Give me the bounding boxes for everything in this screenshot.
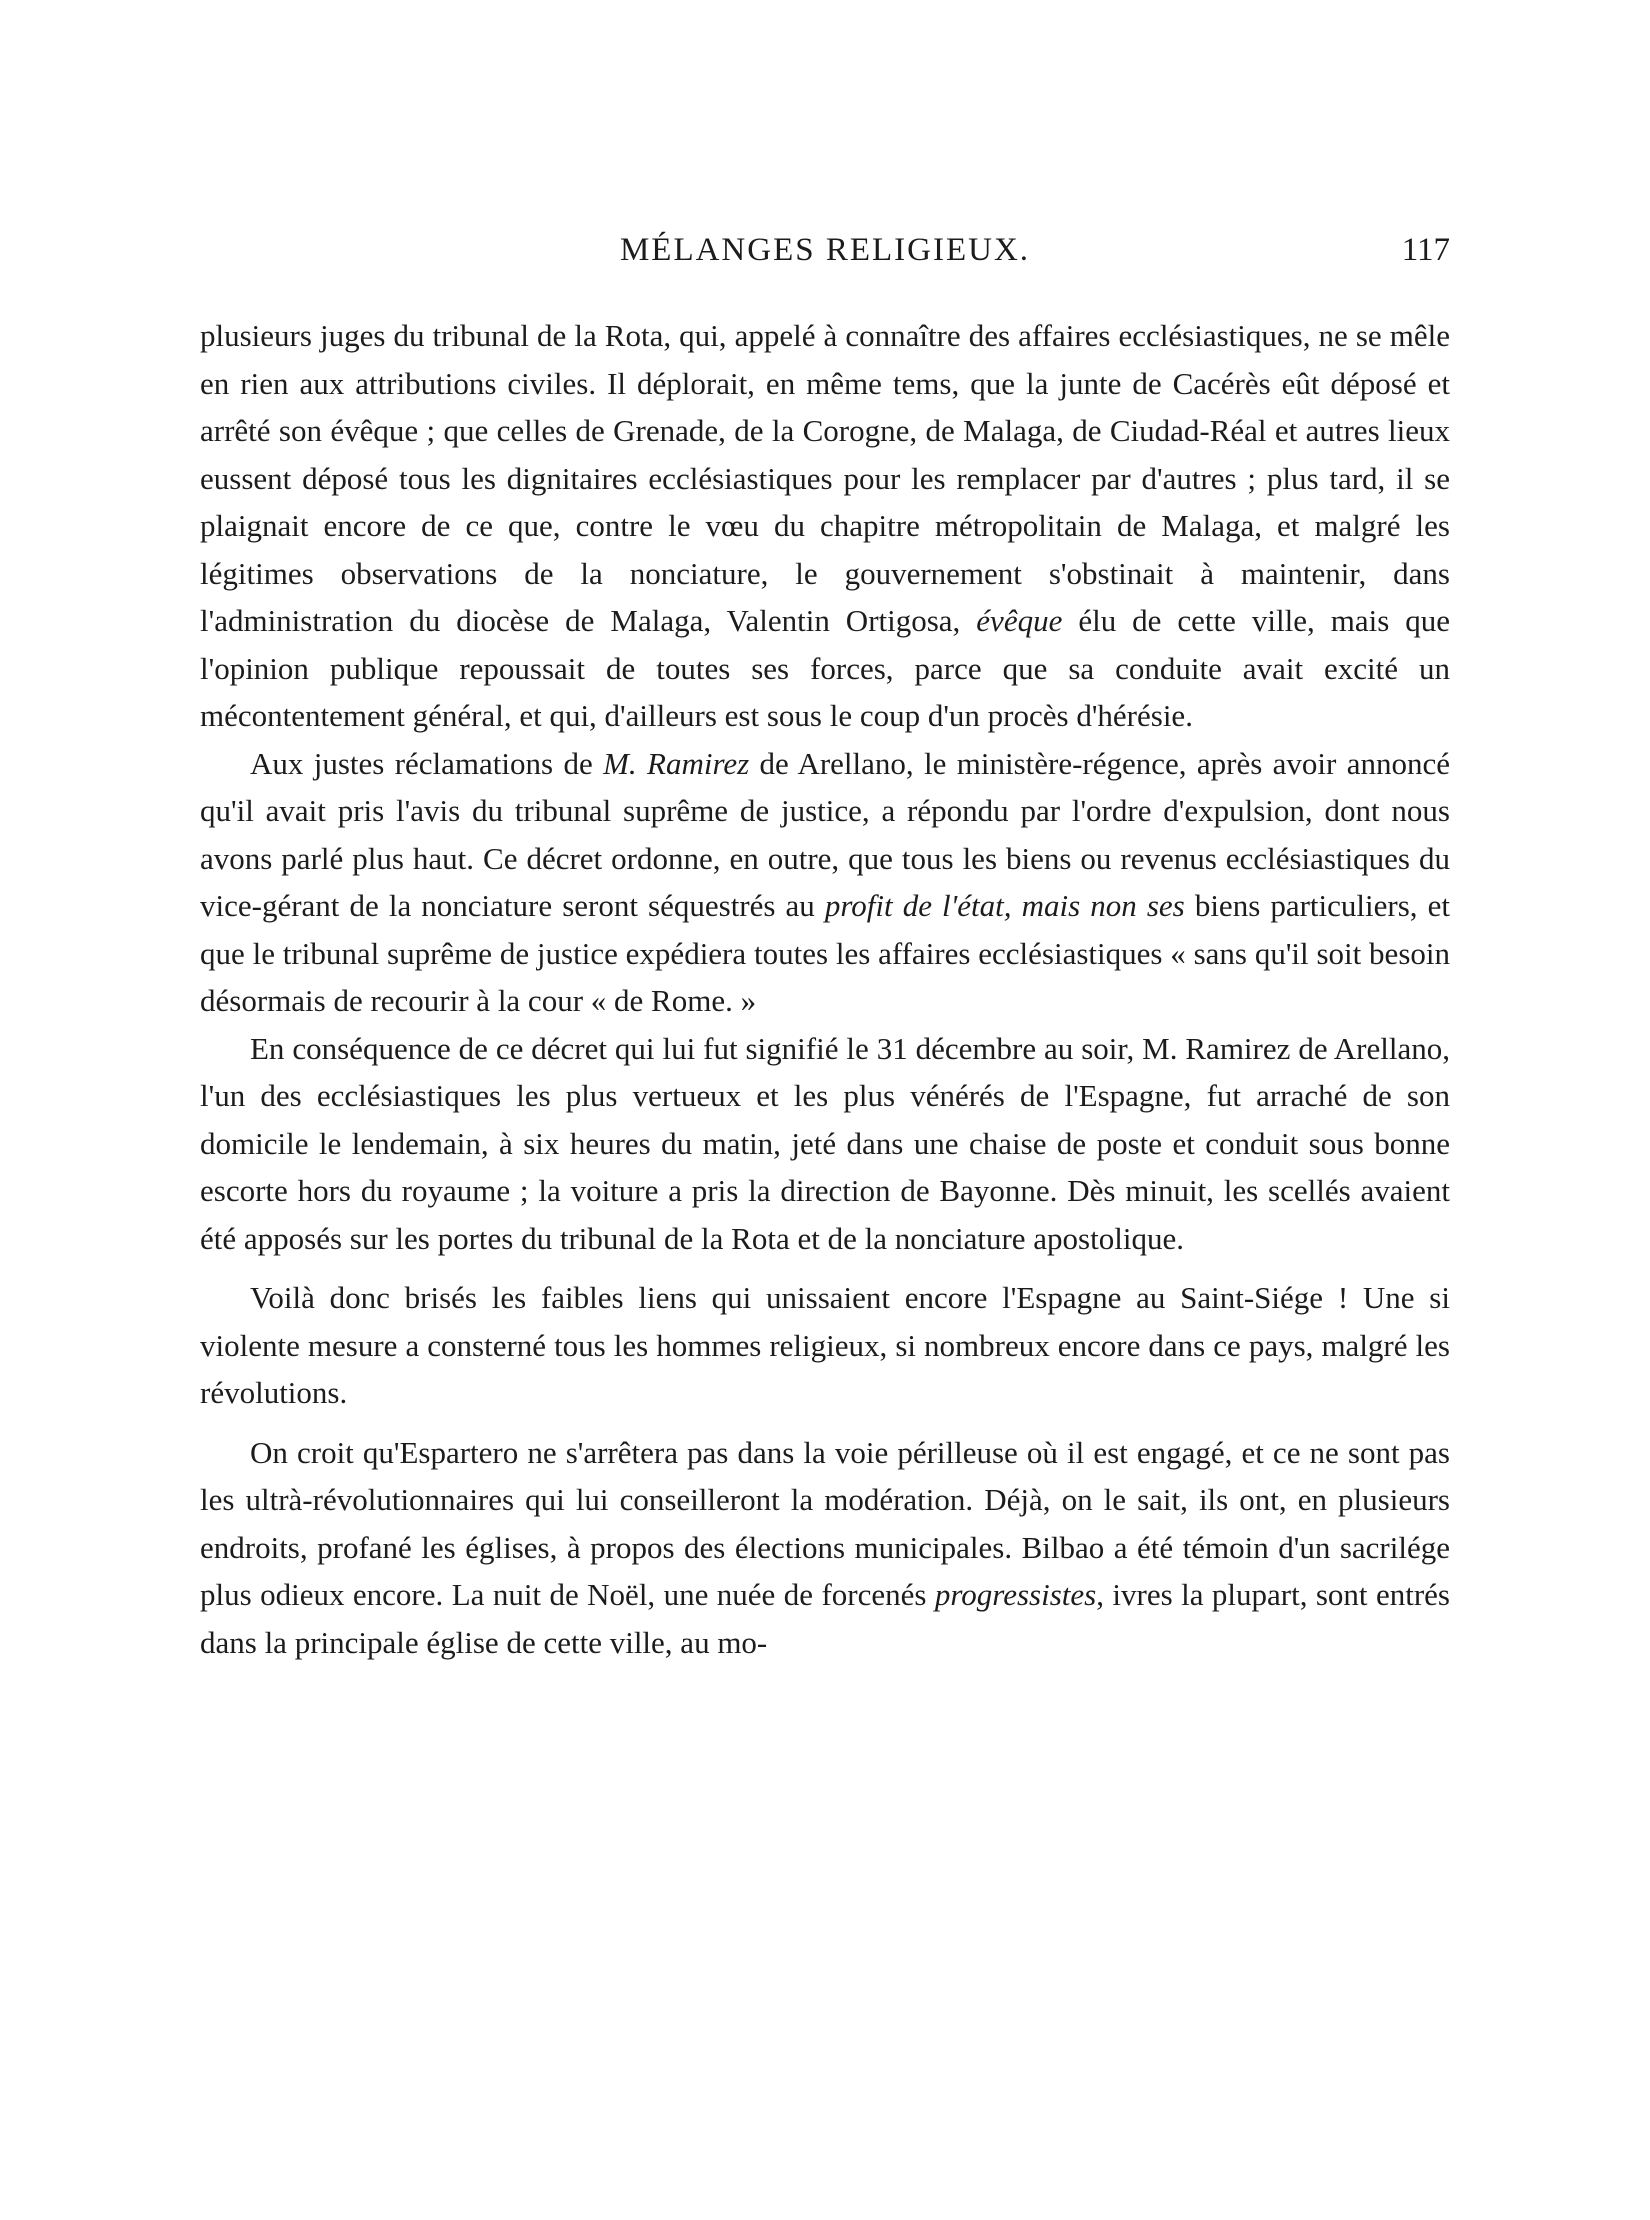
paragraph-4: Voilà donc brisés les faibles liens qui unissaient encore l'Espagne au Saint-Siége ! Une si violente mesure a consterné tous les hommes religieux, si nombreux encore dans ce pays, malgré les révolutions.: [200, 1280, 1450, 1410]
body-text: [200, 312, 1450, 1666]
paragraph-2-emphasis: profit de l'état, mais non ses: [824, 888, 1185, 923]
paragraph-2-text-b: de Arellano, le ministère-régence, après avoir annoncé qu'il avait pris l'avis du tribunal suprême de justice, a répondu par l'ordre d'expulsion, dont nous avons parlé plus haut. Ce décret ordonne, en outre, que tous les biens ou revenus ecclésiastiques du vice-gérant de la nonciature seront séquestrés au: [200, 745, 1450, 923]
paragraph-1-emphasis: évêque: [976, 603, 1063, 638]
paragraph-1-text-b: élu de cette ville, mais que l'opinion publique repoussait de toutes ses forces, parce que sa conduite avait excité un mécontentement général, et qui, d'ailleurs est sous le coup d'un procès d'hérésie.: [200, 603, 1450, 733]
paragraph-2-text-a: Aux justes réclamations de: [250, 745, 604, 781]
paragraph-5-text-b: , ivres la plupart, sont entrés dans la principale église de cette ville, au mo-: [200, 1577, 1450, 1660]
paragraph-5-emphasis: progressistes: [934, 1577, 1097, 1612]
running-title: MÉLANGES RELIGIEUX.: [619, 232, 1031, 268]
paragraph-2-name: M. Ramirez: [603, 745, 750, 781]
paragraph-2-text-c: biens particuliers, et que le tribunal suprême de justice expédiera toutes les affaires ecclésiastiques « sans qu'il soit besoin désormais de recourir à la cour « de Rome. »: [200, 888, 1450, 1018]
page-number: 117: [1401, 232, 1450, 268]
paragraph-5: [200, 1429, 1450, 1667]
page-header: [200, 228, 1450, 272]
paragraph-5-text-a: On croit qu'Espartero ne s'arrêtera pas dans la voie périlleuse où il est engagé, et ce ne sont pas les ultrà-révolutionnaires qui lui conseilleront la modération. Déjà, on le sait, ils ont, en plusieurs endroits, profané les églises, à propos des élections municipales. Bilbao a été témoin d'un sacrilége plus odieux encore. La nuit de Noël, une nuée de forcenés: [200, 1434, 1450, 1612]
paragraph-2: [200, 740, 1450, 1025]
paragraph-1-text-a: plusieurs juges du tribunal de la Rota, qui, appelé à connaître des affaires ecclésiastiques, ne se mêle en rien aux attributions civiles. Il déplorait, en même tems, que la junte de Cacérès eût déposé et arrêté son évêque ; que celles de Grenade, de la Corogne, de Malaga, de Ciudad-Réal et autres lieux eussent déposé tous les dignitaires ecclésiastiques pour les remplacer par d'autres ; plus tard, il se plaignait encore de ce que, contre le vœu du chapitre métropolitain de Malaga, et malgré les légitimes observations de la nonciature, le gouvernement s'obstinait à maintenir, dans l'administration du diocèse de Malaga, Valentin Ortigosa,: [200, 318, 1450, 638]
paragraph-3: En conséquence de ce décret qui lui fut signifié le 31 décembre au soir, M. Ramirez de Arellano, l'un des ecclésiastiques les plus vertueux et les plus vénérés de l'Espagne, fut arraché de son domicile le lendemain, à six heures du matin, jeté dans une chaise de poste et conduit sous bonne escorte hors du royaume ; la voiture a pris la direction de Bayonne. Dès minuit, les scellés avaient été apposés sur les portes du tribunal de la Rota et de la nonciature apostolique.: [200, 1030, 1450, 1256]
paragraph-1: [200, 312, 1450, 740]
